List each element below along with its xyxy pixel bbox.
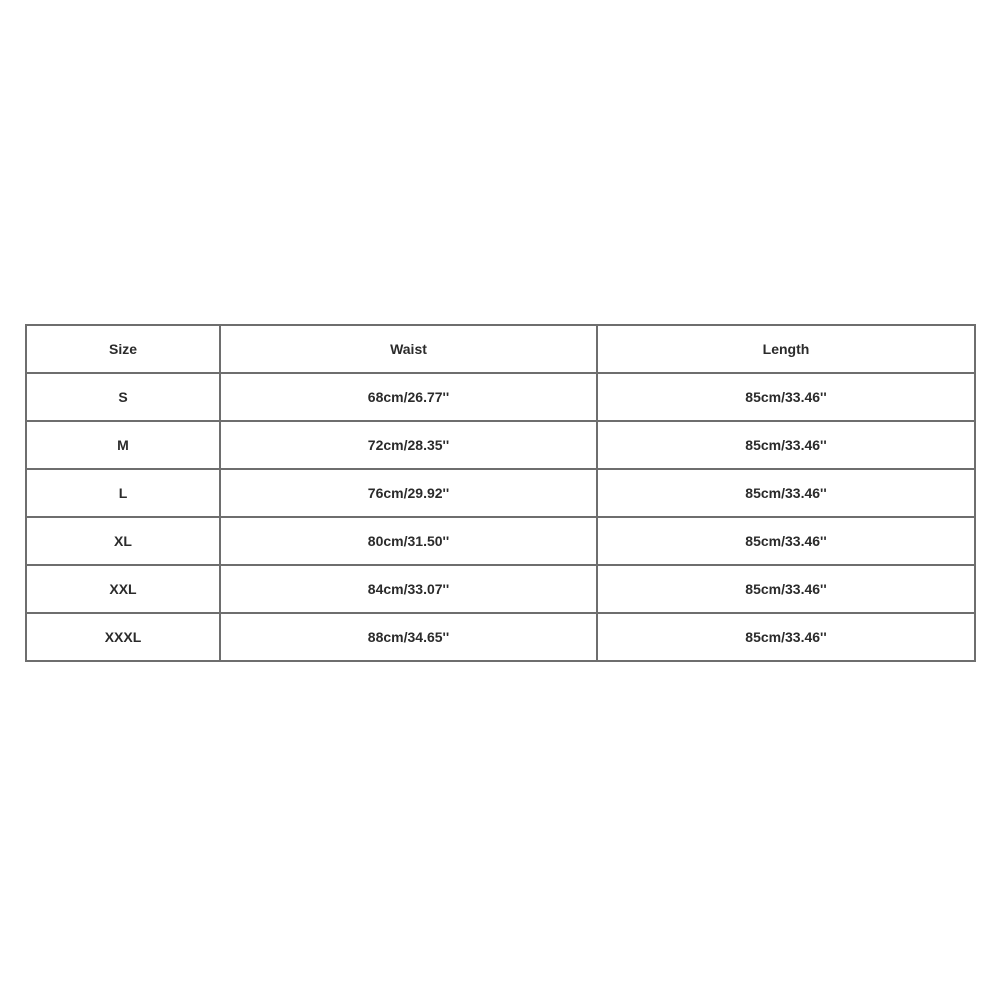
size-cell: XXL <box>26 565 220 613</box>
table-row <box>26 517 975 565</box>
length-cell: 85cm/33.46'' <box>597 565 975 613</box>
header-size: Size <box>26 325 220 373</box>
size-cell: XXXL <box>26 613 220 661</box>
length-cell: 85cm/33.46'' <box>597 469 975 517</box>
table-row <box>26 373 975 421</box>
waist-cell: 72cm/28.35'' <box>220 421 597 469</box>
size-cell: M <box>26 421 220 469</box>
header-waist: Waist <box>220 325 597 373</box>
header-length: Length <box>597 325 975 373</box>
length-cell: 85cm/33.46'' <box>597 517 975 565</box>
waist-cell: 76cm/29.92'' <box>220 469 597 517</box>
length-cell: 85cm/33.46'' <box>597 373 975 421</box>
size-cell: XL <box>26 517 220 565</box>
size-chart-table <box>25 324 976 662</box>
length-cell: 85cm/33.46'' <box>597 613 975 661</box>
table-row <box>26 421 975 469</box>
waist-cell: 88cm/34.65'' <box>220 613 597 661</box>
waist-cell: 84cm/33.07'' <box>220 565 597 613</box>
table-row <box>26 469 975 517</box>
size-cell: L <box>26 469 220 517</box>
table-row <box>26 565 975 613</box>
header-row <box>26 325 975 373</box>
size-cell: S <box>26 373 220 421</box>
length-cell: 85cm/33.46'' <box>597 421 975 469</box>
waist-cell: 80cm/31.50'' <box>220 517 597 565</box>
waist-cell: 68cm/26.77'' <box>220 373 597 421</box>
table-row <box>26 613 975 661</box>
